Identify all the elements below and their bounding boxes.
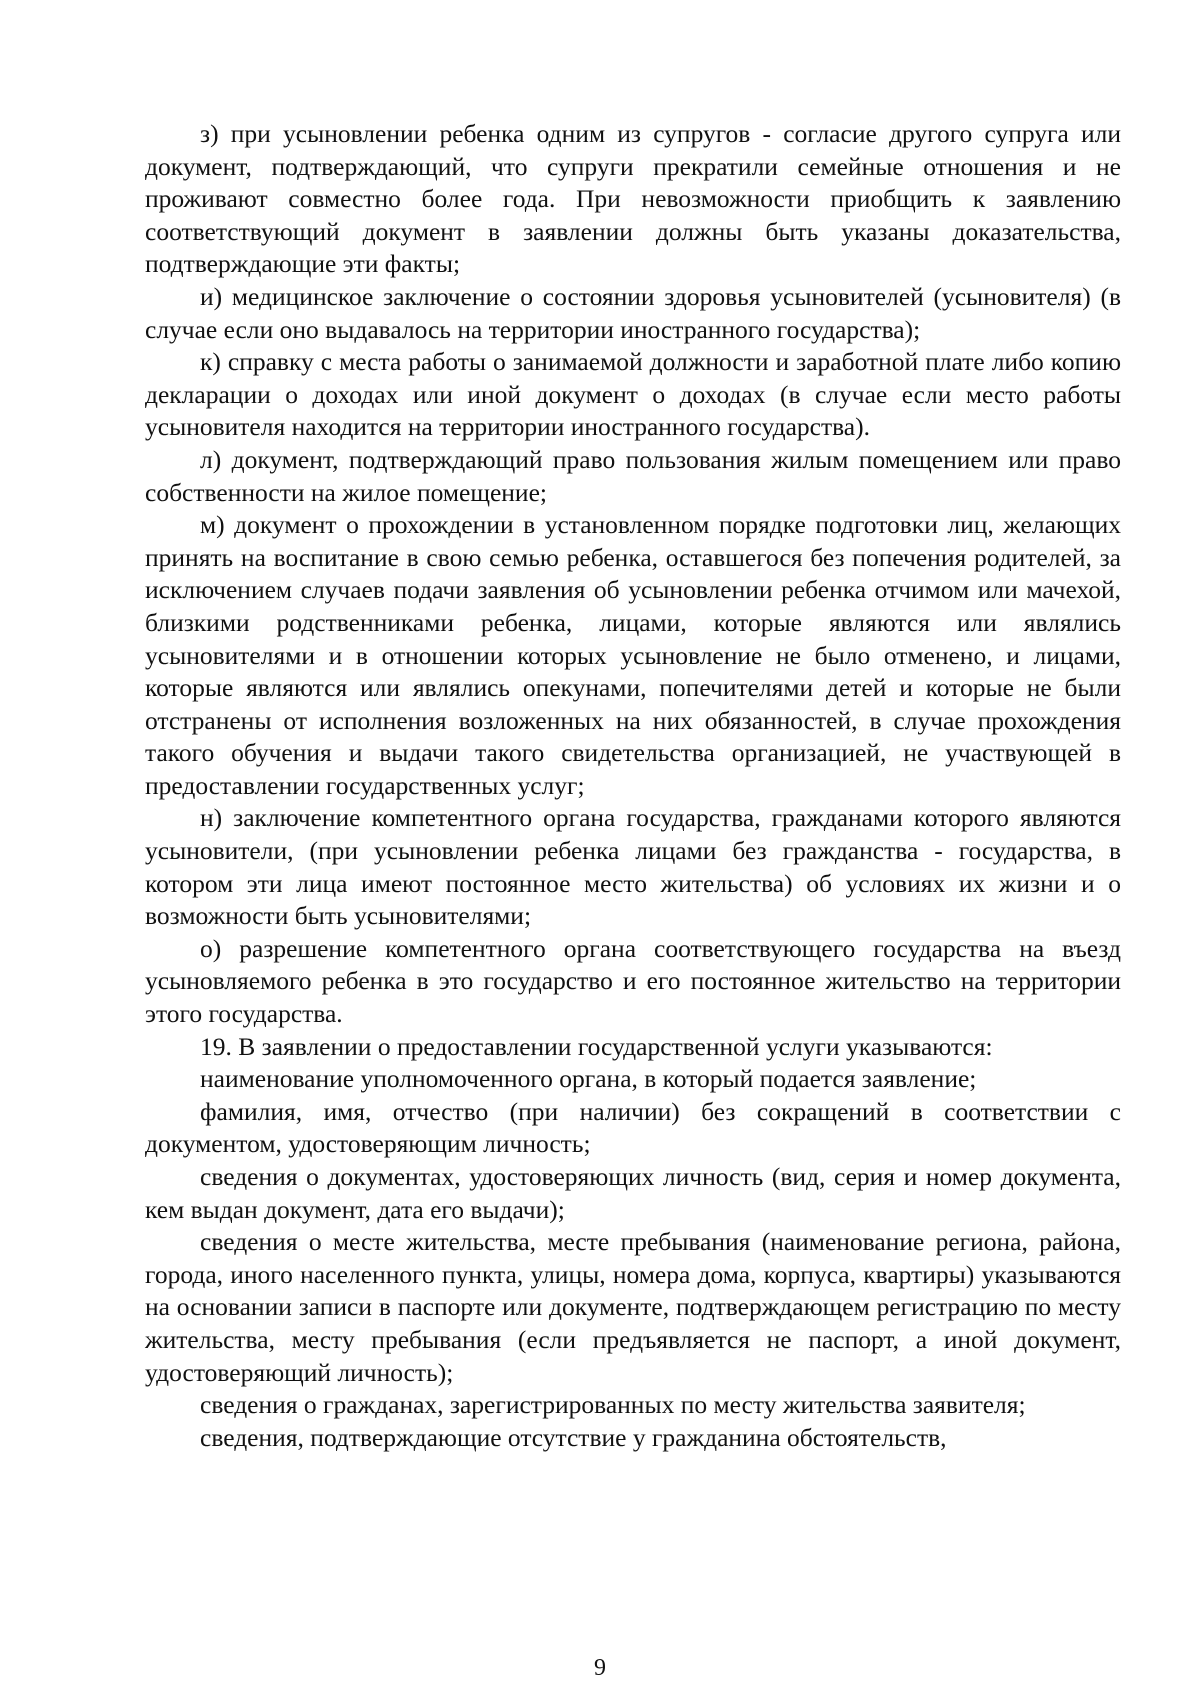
paragraph-n-competent-authority-conclusion: н) заключение компетентного органа государства, гражданами которого являются усыновители, (при усыновлении ребенка лицами без гражданства - государства, в котором эти лица имеют постоянное место жительства) об условиях их жизни и о возможности быть усыновителями; (145, 803, 1121, 931)
paragraph-registered-citizens: сведения о гражданах, зарегистрированных по месту жительства заявителя; (200, 1390, 1026, 1420)
paragraph-l-housing-document: л) документ, подтверждающий право пользования жилым помещением или право собственности на жилое помещение; (145, 444, 1121, 507)
paragraph-m-training-document: м) документ о прохождении в установленном порядке подготовки лиц, желающих принять на воспитание в свою семью ребенка, оставшегося без попечения родителей, за исключением случаев подачи заявления об усыновлении ребенка отчимом или мачехой, близкими родственниками ребенка, лицами, которые являются или являлись усыновителями и в отношении которых усыновление не было отменено, и лицами, которые являются или являлись опекунами, попечителями детей и которые не были отстранены от исполнения возложенных на них обязанностей, в случае прохождения такого обучения и выдачи такого свидетельства организацией, не участвующей в предоставлении государственных услуг; (145, 510, 1121, 800)
page-number: 9 (594, 1655, 606, 1681)
paragraph-z-spouse-consent: з) при усыновлении ребенка одним из супругов - согласие другого супруга или документ, подтверждающий, что супруги прекратили семейные отношения и не проживают совместно более года. При невозможности приобщить к заявлению соответствующий документ в заявлении должны быть указаны доказательства, подтверждающие эти факты; (145, 119, 1121, 279)
paragraph-o-entry-permit: о) разрешение компетентного органа соответствующего государства на въезд усыновляемого ребенка в это государство и его постоянное жительство на территории этого государства. (145, 933, 1121, 1029)
paragraph-absence-of-circumstances: сведения, подтверждающие отсутствие у гражданина обстоятельств, (200, 1422, 947, 1452)
paragraph-residence-info: сведения о месте жительства, месте пребывания (наименование региона, района, города, иного населенного пункта, улицы, номера дома, корпуса, квартиры) указываются на основании записи в паспорте или документе, подтверждающем регистрацию по месту жительства, месту пребывания (если предъявляется не паспорт, а иной документ, удостоверяющий личность); (145, 1227, 1121, 1387)
paragraph-authority-name: наименование уполномоченного органа, в который подается заявление; (200, 1064, 977, 1094)
paragraph-k-employment-certificate: к) справку с места работы о занимаемой должности и заработной плате либо копию декларации о доходах или иной документ о доходах (в случае если место работы усыновителя находится на территории иностранного государства). (145, 347, 1121, 442)
paragraph-i-medical-report: и) медицинское заключение о состоянии здоровья усыновителей (усыновителя) (в случае если оно выдавалось на территории иностранного государства); (145, 281, 1121, 344)
paragraph-full-name: фамилия, имя, отчество (при наличии) без сокращений в соответствии с документом, удостоверяющим личность; (145, 1096, 1121, 1159)
paragraph-19-application-contents: 19. В заявлении о предоставлении государственной услуги указываются: (200, 1031, 993, 1061)
document-body (145, 118, 1121, 1454)
paragraph-identity-documents: сведения о документах, удостоверяющих личность (вид, серия и номер документа, кем выдан документ, дата его выдачи); (145, 1162, 1121, 1224)
